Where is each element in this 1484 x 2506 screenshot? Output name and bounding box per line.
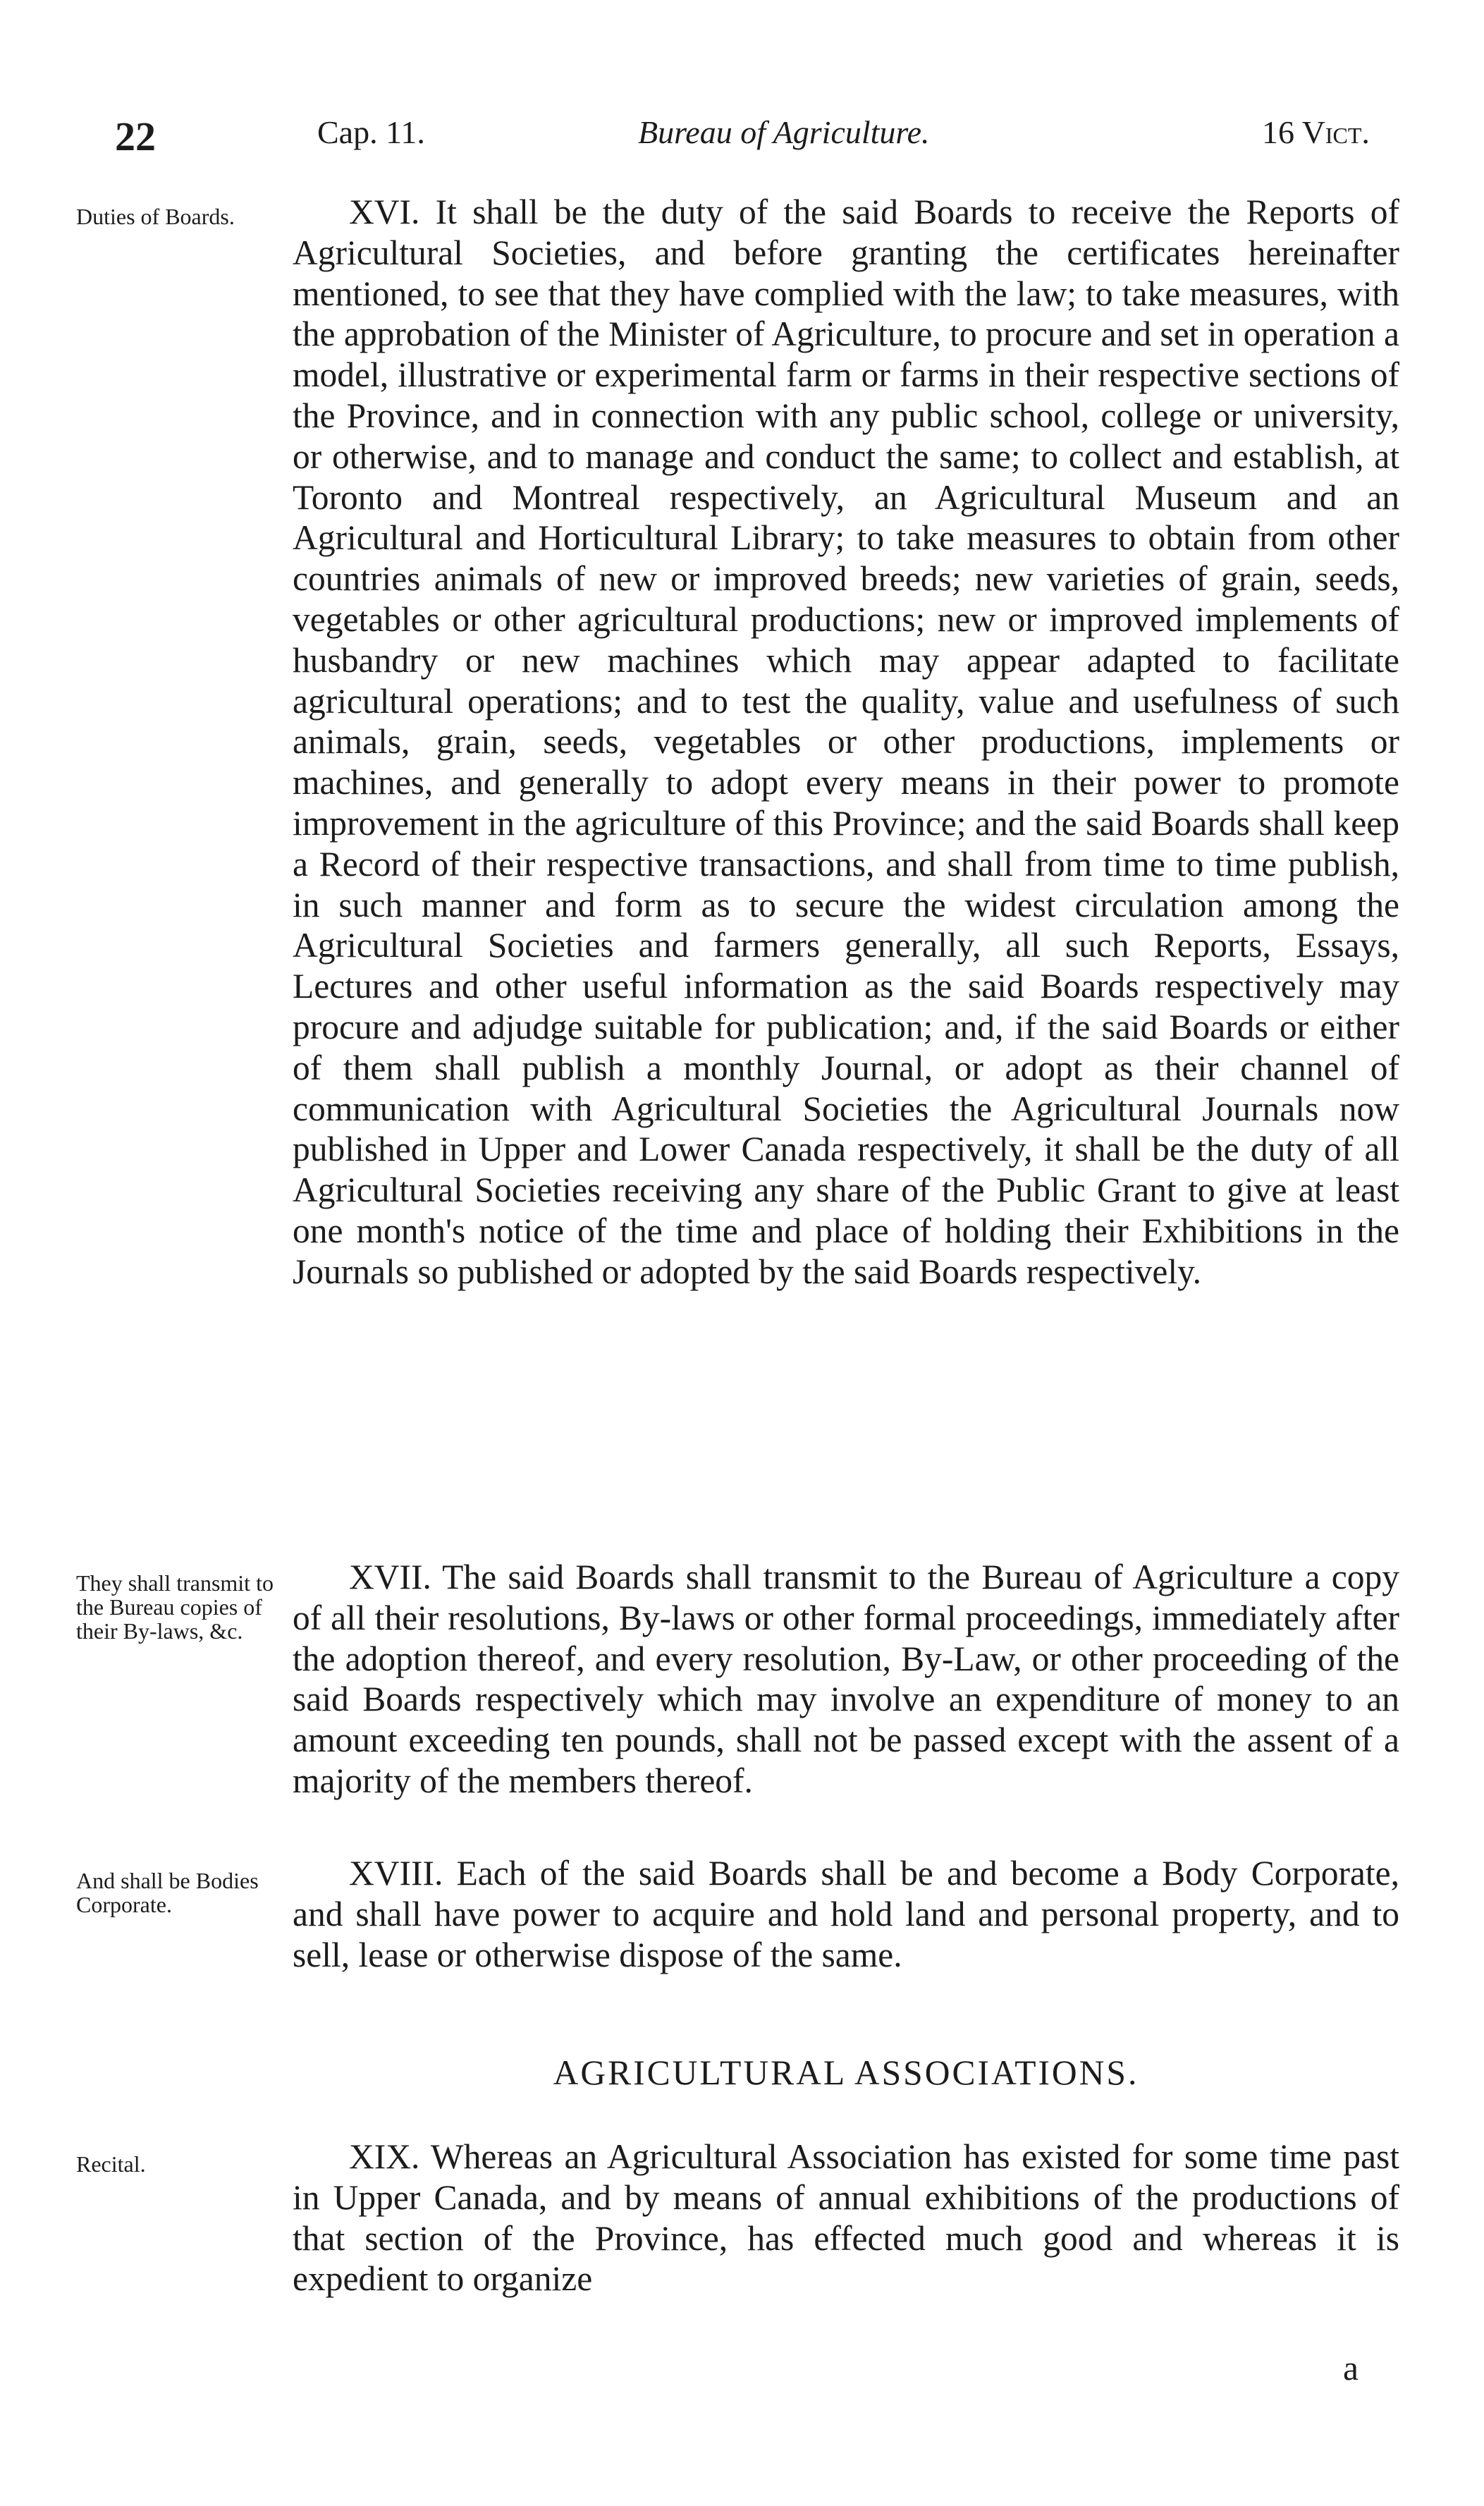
session-label: 16 Vict.	[1262, 114, 1370, 150]
section-xvii: XVII. The said Boards shall transmit to the Bureau of Agriculture a copy of all their resolutions, By-laws or other formal proceedings, immediately after the adoption thereof, and every resolution, By-Law, or other proceeding of the said Boards respectively which may involve an expenditure of money to an amount exceeding ten pounds, shall not be passed except with the assent of a majority of the members thereof.	[293, 1558, 1399, 1800]
chapter-label: Cap. 11.	[317, 114, 425, 150]
section-xviii: XVIII. Each of the said Boards shall be and become a Body Corporate, and shall have power to acquire and hold land and personal property, and to sell, lease or otherwise dispose of the same.	[293, 1854, 1399, 1974]
margin-note-recital: Recital.	[76, 2151, 146, 2177]
page-number: 22	[115, 114, 156, 159]
margin-note-transmit: They shall transmit to the Bureau copies of their By-laws, &c.	[76, 1570, 274, 1644]
catchword: a	[1343, 2349, 1359, 2388]
margin-note-corporate: And shall be Bodies Corporate.	[76, 1868, 259, 1917]
section-xix: XIX. Whereas an Agricultural Association has existed for some time past in Upper Canada, and by means of annual exhibitions of the productions of that section of the Province, has effected much good and whereas it is expedient to organize	[293, 2137, 1399, 2299]
running-header	[0, 116, 1484, 173]
section-heading: AGRICULTURAL ASSOCIATIONS.	[553, 2053, 1139, 2092]
section-xvi: XVI. It shall be the duty of the said Boards to receive the Reports of Agricultural Societies, and before granting the certificates hereinafter mentioned, to see that they have complied with the law; to take measures, with the approbation of the Minister of Agriculture, to procure and set in operation a model, illustrative or experimental farm or farms in their respective sections of the Province, and in connection with any public school, college or university, or otherwise, and to manage and conduct the same; to collect and establish, at Toronto and Montreal respectively, an Agricultural Museum and an Agricultural and Horticultural Library; to take measures to obtain from other countries animals of new or improved breeds; new varieties of grain, seeds, vegetables or other agricultural productions; new or improved implements of husbandry or new machines which may appear adapted to facilitate agricultural operations; and to test the quality, value and usefulness of such animals, grain, seeds, vegetables or other productions, implements or machines, and generally to adopt every means in their power to promote improvement in the agriculture of this Province; and the said Boards shall keep a Record of their respective transactions, and shall from time to time publish, in such manner and form as to secure the widest circulation among the Agricultural Societies and farmers generally, all such Reports, Essays, Lectures and other useful information as the said Boards respectively may procure and adjudge suitable for publication; and, if the said Boards or either of them shall publish a monthly Journal, or adopt as their channel of communication with Agricultural Societies the Agricultural Journals now published in Upper and Lower Canada respectively, it shall be the duty of all Agricultural Societies receiving any share of the Public Grant to give at least one month's notice of the time and place of holding their Exhibitions in the Journals so published or adopted by the said Boards respectively.	[293, 192, 1399, 1291]
running-title: Bureau of Agriculture.	[638, 114, 930, 150]
margin-note-duties: Duties of Boards.	[76, 204, 235, 229]
